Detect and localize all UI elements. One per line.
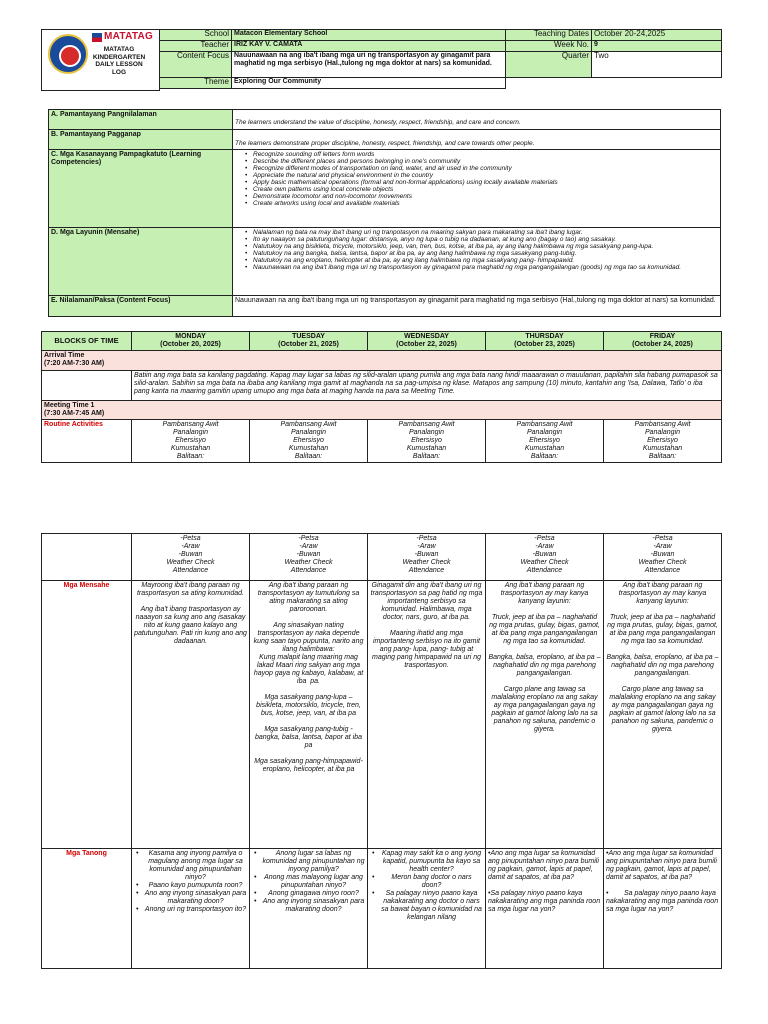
blocks-of-time-header: BLOCKS OF TIME <box>42 332 132 351</box>
logo-caption: MATATAG KINDERGARTEN DAILY LESSON LOG <box>92 46 146 76</box>
week-value: 9 <box>592 41 722 52</box>
tanong-thursday: •Ano ang mga lugar sa komunidad ang pinupuntahan ninyo para bumili ng pagkain, gamot, lapis at papel, damit at sapatos, at iba pa? •Sa palagay ninyo paano kaya nakakarating ang mga paninda roon sa mga lugar na yon? <box>486 849 604 969</box>
standard-a-text: The learners understand the value of discipline, honesty, respect, friendship, and care and concern. <box>233 110 721 130</box>
objective-item: • Natutukoy na ang eroplano, helicopter at iba pa, ay ang ilang halimbawa ng mga sasakyang pang- himpapawid. <box>243 257 718 264</box>
flag-icon <box>92 33 102 42</box>
objective-item: • Nalalaman ng bata na may iba't ibang uri ng tranpotasyon na maaring sakyan para makarating sa iba't ibang lugar. <box>243 229 718 236</box>
dates-label: Teaching Dates <box>506 30 592 41</box>
schedule-table <box>41 331 722 463</box>
quarter-label: Quarter <box>506 52 592 78</box>
mensahe-wednesday: Ginagamit din ang iba't ibang uri ng transportasyon sa pag hatid ng mga importanteng serbisyo sa komunidad. Halimbawa, mga doctor, nars, guro, at iba pa. Maaring ihatid ang mga importanteng serbisyo na ito gamit ang pang- lupa, pang- tubig at maging pang himpapawid na uri ng trasportasyon. <box>368 581 486 849</box>
objective-item: • Nauunawaan na ang iba't ibang mga uri ng transportasyon ay ginagamit para maghatid ng mga pangangailangan (goods) ng mga tao sa komunidad. <box>243 264 718 271</box>
competency-item: • Recognize sounding off letters form words <box>243 151 718 158</box>
day-header-monday: MONDAY (October 20, 2025) <box>132 332 250 351</box>
routine-cont-monday: -Petsa -Araw -Buwan Weather Check Attendance <box>132 534 250 581</box>
logo-cell <box>42 30 160 91</box>
schedule-table-continued <box>41 533 722 969</box>
content-focus-value: Nauunawaan na ang iba't ibang mga uri ng transportasyon ay ginagamit para maghatid ng mga serbisyo (Hal.,tulong ng mga doktor at nars) sa komunidad. <box>232 52 506 78</box>
tanong-friday: •Ano ang mga lugar sa komunidad ang pinupuntahan ninyo para bumili ng pagkain, gamot, lapis at papel, damit at sapatos, at iba pa? • Sa palagay ninyo paano kaya nakakarating ang mga paninda roon sa mga lugar na yon? <box>604 849 722 969</box>
question-item: • Meron bang doctor o nars doon? <box>370 874 483 890</box>
tanong-label: Mga Tanong <box>42 849 132 969</box>
objective-item: • Natutukoy na ang bisikleta, tricycle, motorsiklo, jeep, van, tren, bus, kotse, at iba pa, ay ang ilang halimbawa ng mga sasakyang pang-lupa. <box>243 243 718 250</box>
tanong-monday-list <box>134 850 247 914</box>
tanong-wednesday-list <box>370 850 483 922</box>
competency-item: • Demonstrate locomotor and non-locomotor movements <box>243 193 718 200</box>
standard-a-label: A. Pamantayang Pangnilalaman <box>49 110 233 130</box>
competencies-list <box>243 151 718 207</box>
objective-item: • Natutukoy na ang bangka, balsa, lantsa, bapor at iba pa, ay ang ilang halimbawa ng mga sasakyang pang-tubig. <box>243 250 718 257</box>
day-header-friday: FRIDAY (October 24, 2025) <box>604 332 722 351</box>
school-value: Matacon Elementary School <box>232 30 506 41</box>
question-item: • Kapag may sakit ka o ang iyong kapatid, pumupunta ba kayo sa health center? <box>370 850 483 874</box>
competencies-label: C. Mga Kasanayang Pampagkatuto (Learning Competencies) <box>49 150 233 228</box>
day-header-wednesday: WEDNESDAY (October 22, 2025) <box>368 332 486 351</box>
arrival-time-label: Arrival Time (7:20 AM-7:30 AM) <box>42 351 722 371</box>
mensahe-thursday: Ang iba't ibang paraan ng trasportasyon ay may kanya kanyang layunin: Truck, jeep at iba pa – naghahatid ng mga prutas, gulay, bigas, gamot, at iba pang mga pangangailangan ng mga tao sa komunidad. Bangka, balsa, eroplano, at iba pa – naghahatid din ng mga parehong pangangailangan. Cargo plane ang tawag sa malalaking eroplano na ang sakay ay mga pangagailangan gaya ng pagkain at gamot lalong lalo na sa panahon ng sakuna, pandemic o giyera. <box>486 581 604 849</box>
objective-item: • Ito ay naaayon sa patutunguhang lugar: distansya, anyo ng lupa o tubig na dadaanan, at kung ano (bagay o tao) ang sasakay. <box>243 236 718 243</box>
competency-item: • Describe the different places and persons belonging in one's community <box>243 158 718 165</box>
routine-thursday: Pambansang Awit Panalangin Ehersisyo Kumustahan Balitaan: <box>486 420 604 463</box>
routine-cont-tuesday: -Petsa -Araw -Buwan Weather Check Attendance <box>250 534 368 581</box>
content-focus-row-label: E. Nilalaman/Paksa (Content Focus) <box>49 296 233 317</box>
routine-wednesday: Pambansang Awit Panalangin Ehersisyo Kumustahan Balitaan: <box>368 420 486 463</box>
mensahe-monday: Mayroong iba't ibang paraan ng trasportasyon sa ating komunidad. Ang iba't ibang trasportasyon ay naaayon sa kung ano ang isasakay nito at kung gaano kalayo ang patutunguhan. Pati rin kung ano ang dadaanan. <box>132 581 250 849</box>
question-item: • Anong lugar sa labas ng komunidad ang pinupuntahan ng inyong pamilya? <box>252 850 365 874</box>
question-item: • Anong uri ng transportasyon ito? <box>134 906 247 914</box>
objectives-list <box>243 229 718 271</box>
routine-tuesday: Pambansang Awit Panalangin Ehersisyo Kumustahan Balitaan: <box>250 420 368 463</box>
theme-label: Theme <box>160 78 232 89</box>
mensahe-friday: Ang iba't ibang paraan ng trasportasyon ay may kanya kanyang layunin: Truck, jeep at iba pa – naghahatid ng mga prutas, gulay, bigas, gamot, at iba pang mga pangangailangan ng mga tao sa komunidad. Bangka, balsa, eroplano, at iba pa – naghahatid din ng mga parehong pangangailangan. Cargo plane ang tawag sa malalaking eroplano na ang sakay ay mga pangagailangan gaya ng pagkain at gamot lalong lalo na sa panahon ng sakuna, pandemic o giyera. <box>604 581 722 849</box>
competency-item: • Create artworks using local and available materials <box>243 200 718 207</box>
competency-item: • Appreciate the natural and physical environment in the country <box>243 172 718 179</box>
routine-cont-friday: -Petsa -Araw -Buwan Weather Check Attendance <box>604 534 722 581</box>
tanong-tuesday-list <box>252 850 365 914</box>
day-header-tuesday: TUESDAY (October 21, 2025) <box>250 332 368 351</box>
mensahe-tuesday: Ang iba't ibang paraan ng transportasyon ay tumutulong sa ating makarating sa ating paroroonan. Ang sinasakyan nating transportasyon ay naka depende kung saan tayo pupunta, narito ang ilang halimbawa: Kung malapit lang maaring mag lakad Maari ring sakyan ang mga hayop gaya ng kabayo, kalabaw, at iba pa. Mga sasakyang pang-lupa – bisikleta, motorsiklo, tricycle, tren, bus, kotse, jeep, van, at iba pa Mga sasakyang pang-tubig - bangka, balsa, lantsa, bapor at iba pa Mga sasakyang pang-himpapawid- eroplano, helicopter, at iba pa <box>250 581 368 849</box>
objectives-label: D. Mga Layunin (Mensahe) <box>49 228 233 296</box>
standards-table <box>48 109 721 317</box>
question-item: • Ano ang inyong sinasakyan para makarating doon? <box>134 890 247 906</box>
question-item: • Sa palagay ninyo paano kaya nakakarating ang doctor o nars sa bawat bayan o komunidad na kelangan nilang <box>370 890 483 922</box>
teacher-value: IRIZ KAY V. CAMATA <box>232 41 506 52</box>
day-header-thursday: THURSDAY (October 23, 2025) <box>486 332 604 351</box>
content-focus-label: Content Focus <box>160 52 232 78</box>
teacher-label: Teacher <box>160 41 232 52</box>
meeting-time-label: Meeting Time 1 (7:30 AM-7:45 AM) <box>42 401 722 420</box>
routine-friday: Pambansang Awit Panalangin Ehersisyo Kumustahan Balitaan: <box>604 420 722 463</box>
content-focus-row-text: Nauunawaan na ang iba't ibang mga uri ng transportasyon ay ginagamit para maghatid ng mga serbisyo (Hal.,tulong ng mga doktor at nars) sa komunidad. <box>233 296 721 317</box>
dates-value: October 20-24,2025 <box>592 30 722 41</box>
school-label: School <box>160 30 232 41</box>
question-item: • Kasama ang inyong pamilya o magulang anong mga lugar sa komunidad ang pinupuntahan ninyo? <box>134 850 247 882</box>
week-label: Week No. <box>506 41 592 52</box>
quarter-value: Two <box>592 52 722 78</box>
question-item: • Anong mas malayong lugar ang pinupuntahan ninyo? <box>252 874 365 890</box>
competency-item: • Create own patterns using local concrete objects <box>243 186 718 193</box>
theme-value: Exploring Our Community <box>232 78 506 89</box>
arrival-text: Batiin ang mga bata sa kanilang pagdating. Kapag may lugar sa labas ng silid-aralan upang pumila ang mga bata nang hindi maaarawan o mauulanan, papilahin sila habang pumapasok sa silid-aralan. Sabihin sa mga bata na ibaba ang kanilang mga gamit at maghanda na sa pag-umpisa ng klase. Matapos ang sampung (10) minuto, kantahin ang 'Isa, Dalawa, Tatlo' o iba pang kanta na maaring gamitin upang umupo ang mga bata at maging handa na para sa Meeting Time. <box>132 371 722 401</box>
standard-b-label: B. Pamantayang Pagganap <box>49 130 233 150</box>
matatag-logo: MATATAG <box>104 31 154 42</box>
routine-activities-label: Routine Activities <box>42 420 132 463</box>
routine-monday: Pambansang Awit Panalangin Ehersisyo Kumustahan Balitaan: <box>132 420 250 463</box>
mensahe-label: Mga Mensahe <box>42 581 132 849</box>
question-item: • Anong ginagawa ninyo roon? <box>252 890 365 898</box>
competency-item: • Recognize different modes of transportation on land, water, and air used in the community <box>243 165 718 172</box>
deped-seal-icon <box>48 34 88 74</box>
question-item: • Paano kayo pumupunta roon? <box>134 882 247 890</box>
question-item: • Ano ang inyong sinasakyan para makarating doon? <box>252 898 365 914</box>
competency-item: • Apply basic mathematical operations (formal and non-formal applications) using locally available materials <box>243 179 718 186</box>
standard-b-text: The learners demonstrate proper discipline, honesty, respect, friendship, and care towards other people. <box>233 130 721 150</box>
header-table <box>41 29 722 91</box>
routine-cont-wednesday: -Petsa -Araw -Buwan Weather Check Attendance <box>368 534 486 581</box>
routine-cont-thursday: -Petsa -Araw -Buwan Weather Check Attendance <box>486 534 604 581</box>
